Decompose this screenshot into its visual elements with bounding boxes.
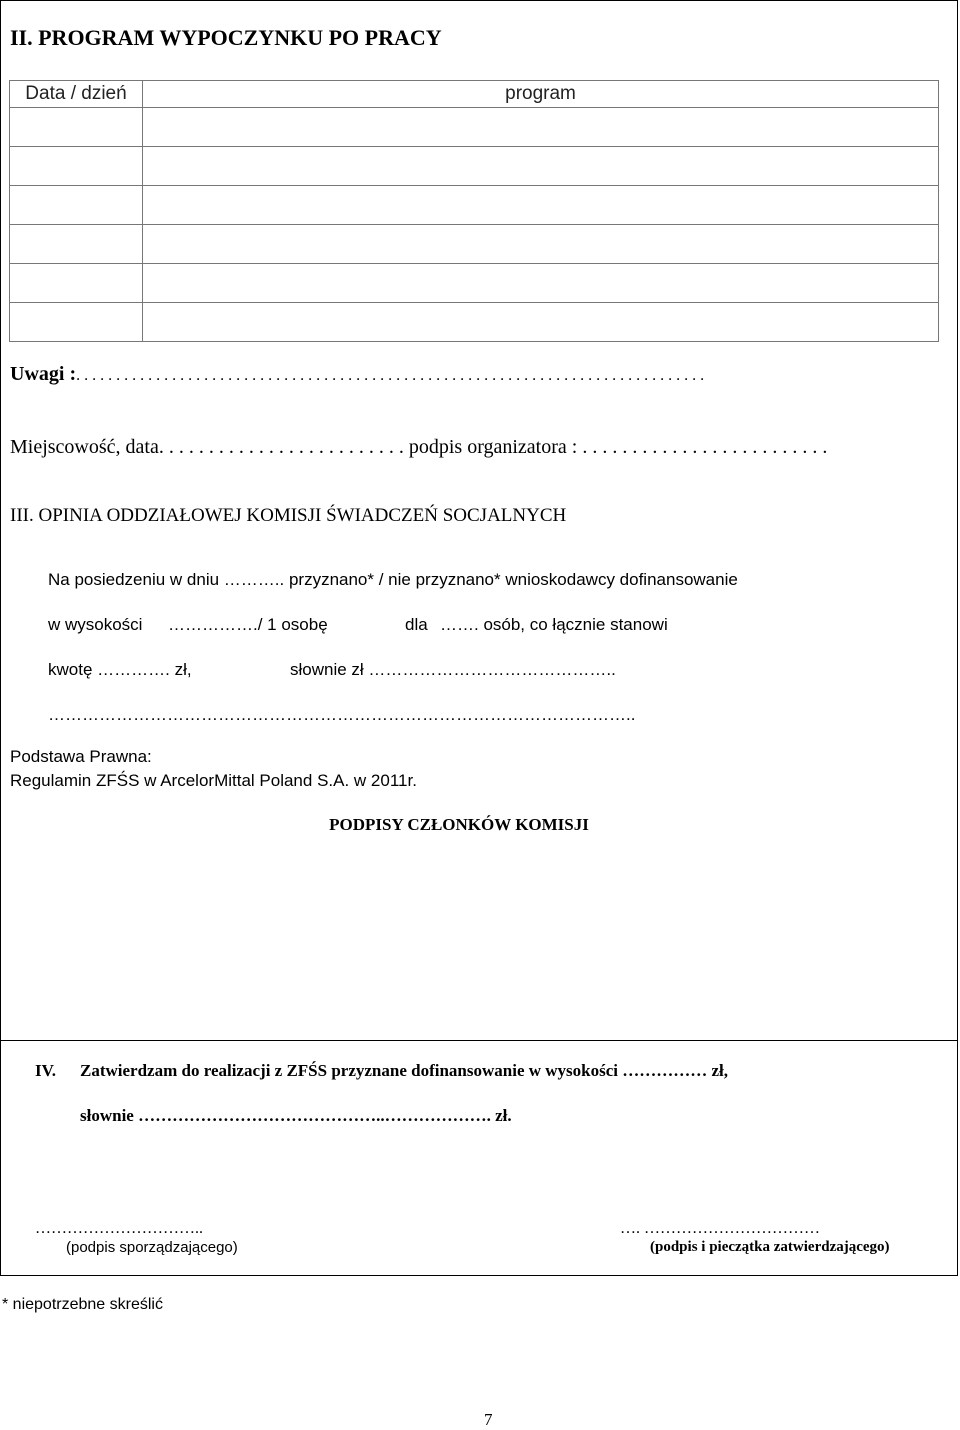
- program-cell[interactable]: [143, 264, 939, 303]
- section-3-title: III. OPINIA ODDZIAŁOWEJ KOMISJI ŚWIADCZEŃ SOCJALNYCH: [10, 505, 567, 526]
- section-4-number: IV.: [35, 1061, 56, 1080]
- for-label: dla: [405, 615, 428, 634]
- uwagi-dots[interactable]: . . . . . . . . . . . . . . . . . . . . . . . . . . . . . . . . . . . . . . . . . . . . . . . . . . . . . . . . . . . . . . . . . . . . . . . . . . . . . . .: [76, 367, 705, 384]
- approval-amount-in-words[interactable]: słownie ……………………………………..………………. zł.: [80, 1106, 512, 1125]
- amount-in-words-continued[interactable]: …………………………………………………………………………………………..: [48, 705, 636, 724]
- approver-signature-label: (podpis i pieczątka zatwierdzającego): [650, 1239, 890, 1255]
- table-row: [10, 147, 939, 186]
- meeting-line: Na posiedzeniu w dniu ……….. przyznano* / nie przyznano* wnioskodawcy dofinansowanie: [48, 570, 738, 589]
- date-cell[interactable]: [10, 186, 143, 225]
- table-row: [10, 108, 939, 147]
- approval-line[interactable]: Zatwierdzam do realizacji z ZFŚS przyznane dofinansowanie w wysokości …………… zł,: [80, 1061, 729, 1080]
- total-amount[interactable]: kwotę …………. zł,: [48, 660, 192, 679]
- place-date-signature-line[interactable]: Miejscowość, data. . . . . . . . . . . . . . . . . . . . . . . . . podpis organizatora : . . . . . . . . . . . . . . . . . . . . . . . . .: [10, 436, 828, 458]
- table-row: [10, 225, 939, 264]
- amount-per-person-value[interactable]: ……………./ 1 osobę: [168, 615, 328, 634]
- table-row: [10, 303, 939, 342]
- date-cell[interactable]: [10, 147, 143, 186]
- footnote: * niepotrzebne skreślić: [2, 1296, 163, 1313]
- preparer-signature-label: (podpis sporządzającego): [66, 1239, 238, 1256]
- table-header-row: [10, 81, 939, 108]
- program-cell[interactable]: [143, 108, 939, 147]
- amount-in-words[interactable]: słownie zł ……………………………………..: [290, 660, 616, 679]
- date-cell[interactable]: [10, 303, 143, 342]
- uwagi-line: [10, 363, 704, 386]
- uwagi-label: Uwagi :: [10, 363, 77, 385]
- approver-signature-line[interactable]: …. ……………………………: [620, 1220, 820, 1237]
- program-cell[interactable]: [143, 147, 939, 186]
- preparer-signature-line[interactable]: …………………………..: [35, 1220, 203, 1237]
- page-number: 7: [484, 1410, 493, 1429]
- table-row: [10, 264, 939, 303]
- persons-count[interactable]: ……. osób, co łącznie stanowi: [440, 615, 668, 634]
- section-2-title: II. PROGRAM WYPOCZYNKU PO PRACY: [10, 25, 442, 50]
- program-cell[interactable]: [143, 303, 939, 342]
- program-table: [9, 80, 939, 342]
- program-cell[interactable]: [143, 225, 939, 264]
- header-program: program: [143, 81, 939, 108]
- date-cell[interactable]: [10, 264, 143, 303]
- legal-basis-label: Podstawa Prawna:: [10, 747, 152, 766]
- header-date-day: Data / dzień: [10, 81, 143, 108]
- date-cell[interactable]: [10, 108, 143, 147]
- legal-basis-text: Regulamin ZFŚS w ArcelorMittal Poland S.A. w 2011r.: [10, 771, 417, 790]
- table-row: [10, 186, 939, 225]
- amount-per-person-label: w wysokości: [48, 615, 143, 634]
- program-cell[interactable]: [143, 186, 939, 225]
- committee-signatures-title: PODPISY CZŁONKÓW KOMISJI: [329, 815, 589, 834]
- date-cell[interactable]: [10, 225, 143, 264]
